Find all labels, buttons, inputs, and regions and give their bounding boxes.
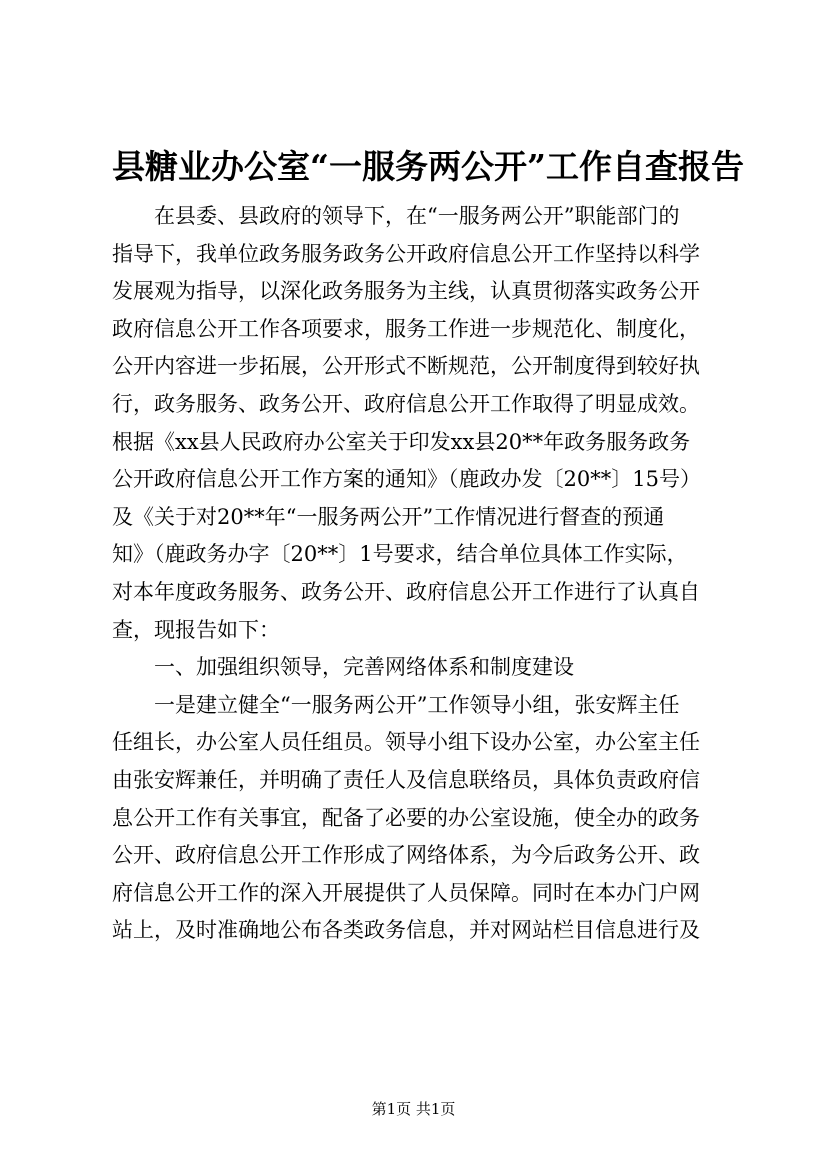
paragraph-line: 息公开工作有关事宜，配备了必要的办公室设施，使全办的政务 [112,805,700,830]
paragraph-line: 府信息公开工作的深入开展提供了人员保障。同时在本办门户网 [112,880,700,905]
document-title: 县糖业办公室“一服务两公开”工作自查报告 [112,147,744,186]
page-footer: 第1页 共1页 [371,1100,456,1118]
paragraph-line: 一是建立健全“一服务两公开”工作领导小组，张安辉主任 [154,692,680,717]
paragraph-line: 发展观为指导，以深化政务服务为主线，认真贯彻落实政务公开 [112,279,700,304]
paragraph-line: 由张安辉兼任，并明确了责任人及信息联络员，具体负责政府信 [112,767,700,792]
paragraph-line: 任组长，办公室人员任组员。领导小组下设办公室，办公室主任 [112,730,700,755]
paragraph-line: 在县委、县政府的领导下，在“一服务两公开”职能部门的 [154,204,680,228]
paragraph-line: 公开、政府信息公开工作形成了网络体系，为今后政务公开、政 [112,843,700,868]
paragraph-line: 根据《xx县人民政府办公室关于印发xx县20**年政务服务政务 [112,429,691,454]
paragraph-line: 站上，及时准确地公布各类政务信息，并对网站栏目信息进行及 [112,918,700,943]
paragraph-line: 公开内容进一步拓展，公开形式不断规范，公开制度得到较好执 [112,354,700,379]
paragraph-line: 及《关于对20**年“一服务两公开”工作情况进行督查的预通 [112,504,665,529]
section-heading: 一、加强组织领导，完善网络体系和制度建设 [154,655,574,680]
paragraph-line: 查，现报告如下： [112,617,280,642]
paragraph-line: 对本年度政务服务、政务公开、政府信息公开工作进行了认真自 [112,579,700,604]
paragraph-line: 行，政务服务、政务公开、政府信息公开工作取得了明显成效。 [112,391,700,416]
paragraph-line: 政府信息公开工作各项要求，服务工作进一步规范化、制度化， [112,316,700,341]
paragraph-line: 指导下，我单位政务服务政务公开政府信息公开工作坚持以科学 [112,241,700,266]
paragraph-line: 公开政府信息公开工作方案的通知》（鹿政办发〔20**〕15号） [112,467,701,492]
document-body [112,198,734,950]
paragraph-line: 知》（鹿政务办字〔20**〕1号要求，结合单位具体工作实际， [112,542,688,567]
